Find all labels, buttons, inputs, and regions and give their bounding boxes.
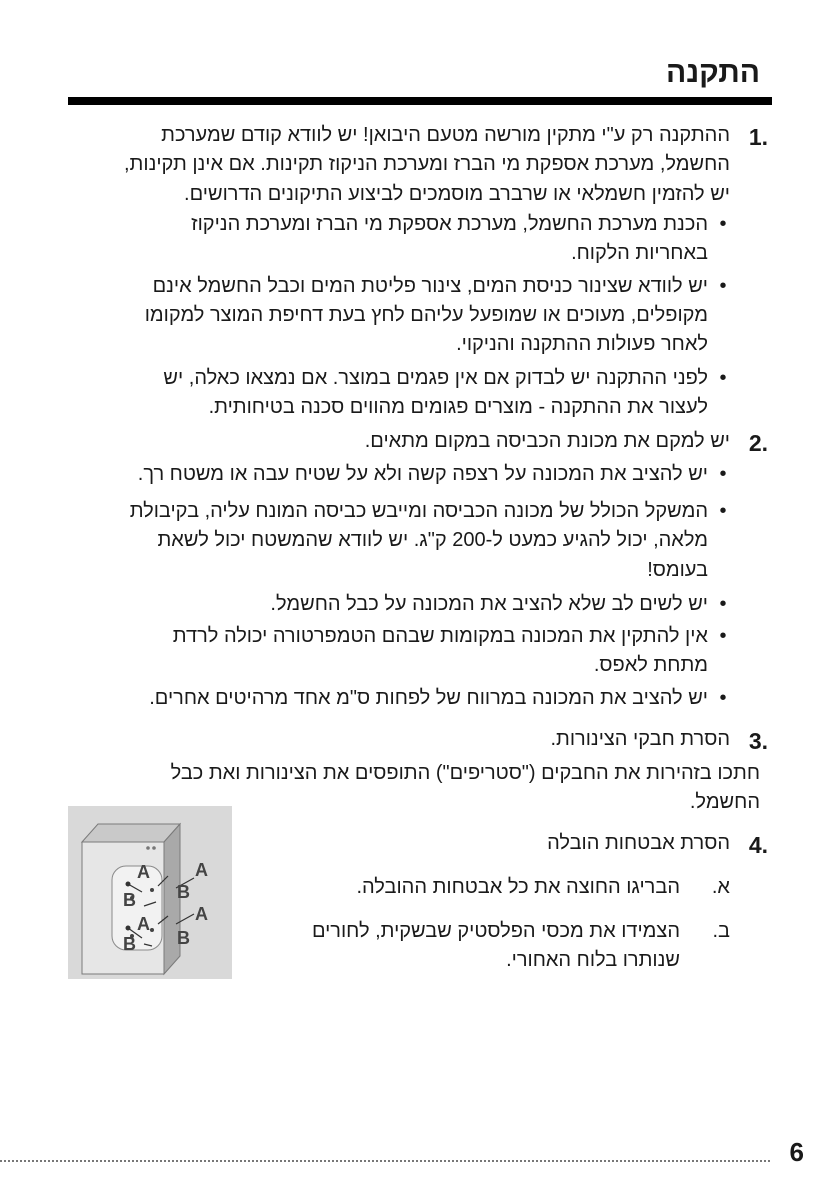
s2-bullet-4-line-1: אין להתקין את המכונה במקומות שבהם הטמפרטורה יכולה לרדת	[172, 625, 708, 647]
washing-machine-illustration	[68, 806, 232, 979]
section-1-line-3: יש להזמין חשמלאי או שרברב מוסמכים לביצוע התיקונים הדרושים.	[184, 183, 730, 205]
s2-bullet-2-line-2: מלאה, יכול להגיע כמעט ל-200 ק"ג. יש לוודא שהמשטח יכול לשאת	[157, 529, 708, 551]
section-1-number: 1.	[748, 124, 768, 150]
s1-bullet-3-line-1: לפני ההתקנה יש לבדוק אם אין פגמים במוצר. אם נמצאו כאלה, יש	[163, 367, 708, 389]
figure-label-b-2: B	[177, 882, 190, 902]
item-b-label: ב.	[712, 920, 730, 942]
bullet-dot: •	[719, 625, 727, 647]
bullet-dot: •	[719, 463, 727, 485]
page-title: התקנה	[665, 56, 760, 89]
bullet-dot: •	[719, 687, 727, 709]
section-3-number: 3.	[748, 728, 768, 754]
section-3-body-line-1: חתכו בזהירות את החבקים ("סטריפים") התופסים את הצינורות ואת כבל	[170, 762, 760, 784]
section-4-number: 4.	[748, 832, 768, 858]
figure-label-a-3: A	[137, 914, 150, 934]
item-a-line-1: הבריגו החוצה את כל אבטחות ההובלה.	[356, 876, 680, 898]
figure-label-a-2: A	[195, 860, 208, 880]
section-2-number: 2.	[748, 430, 768, 456]
item-a-label: א.	[711, 876, 730, 898]
figure-label-b-1: B	[123, 890, 136, 910]
bullet-dot: •	[719, 275, 727, 297]
title-rule	[68, 97, 772, 105]
s1-bullet-2-line-3: לאחר פעולות ההתקנה והניקוי.	[456, 333, 708, 355]
section-4-line-1: הסרת אבטחות הובלה	[547, 832, 730, 854]
s1-bullet-2-line-2: מקופלים, מעוכים או שמופעל עליהם לחץ בעת דחיפת המוצר למקומו	[144, 304, 708, 326]
figure-label-a-1: A	[137, 862, 150, 882]
s2-bullet-4-line-2: מתחת לאפס.	[593, 654, 708, 676]
footer-dotted-line	[0, 1160, 770, 1162]
s1-bullet-1-line-2: באחריות הלקוח.	[571, 242, 708, 264]
item-b-line-1: הצמידו את מכסי הפלסטיק שבשקית, לחורים	[311, 920, 680, 942]
bullet-dot: •	[719, 213, 727, 235]
s2-bullet-3-line-1: יש לשים לב שלא להציב את המכונה על כבל החשמל.	[270, 593, 708, 615]
bullet-dot: •	[719, 593, 727, 615]
figure-label-b-4: B	[177, 928, 190, 948]
item-b-line-2: שנותרו בלוח האחורי.	[506, 949, 680, 971]
bullet-dot: •	[719, 367, 727, 389]
transport-bolts-figure	[68, 806, 232, 979]
section-3-line-1: הסרת חבקי הצינורות.	[550, 728, 730, 750]
s2-bullet-5-line-1: יש להציב את המכונה במרווח של לפחות ס"מ אחד מרהיטים אחרים.	[149, 687, 708, 709]
section-1-line-1: ההתקנה רק ע"י מתקין מורשה מטעם היבואן! יש לוודא קודם שמערכת	[161, 124, 730, 146]
s2-bullet-2-line-1: המשקל הכולל של מכונה הכביסה ומייבש כביסה המונח עליה, בקיבולת	[129, 500, 708, 522]
figure-label-a-4: A	[195, 904, 208, 924]
s1-bullet-1-line-1: הכנת מערכת החשמל, מערכת אספקת מי הברז ומערכת הניקוז	[191, 213, 708, 235]
s1-bullet-3-line-2: לעצור את ההתקנה - מוצרים פגומים מהווים סכנה בטיחותית.	[208, 396, 708, 418]
bullet-dot: •	[719, 500, 727, 522]
figure-label-b-3: B	[123, 934, 136, 954]
section-3-body-line-2: החשמל.	[689, 791, 760, 813]
s2-bullet-1-line-1: יש להציב את המכונה על רצפה קשה ולא על שטיח עבה או משטח רך.	[137, 463, 708, 485]
section-1-line-2: החשמל, מערכת אספקת מי הברז ומערכת הניקוז תקינות. אם אינן תקינות,	[124, 153, 730, 175]
page-number: 6	[789, 1137, 804, 1167]
s2-bullet-2-line-3: בעומס!	[647, 559, 708, 581]
s1-bullet-2-line-1: יש לוודא שצינור כניסת המים, צינור פליטת המים וכבל החשמל אינם	[152, 275, 708, 297]
section-2-line-1: יש למקם את מכונת הכביסה במקום מתאים.	[364, 430, 730, 452]
